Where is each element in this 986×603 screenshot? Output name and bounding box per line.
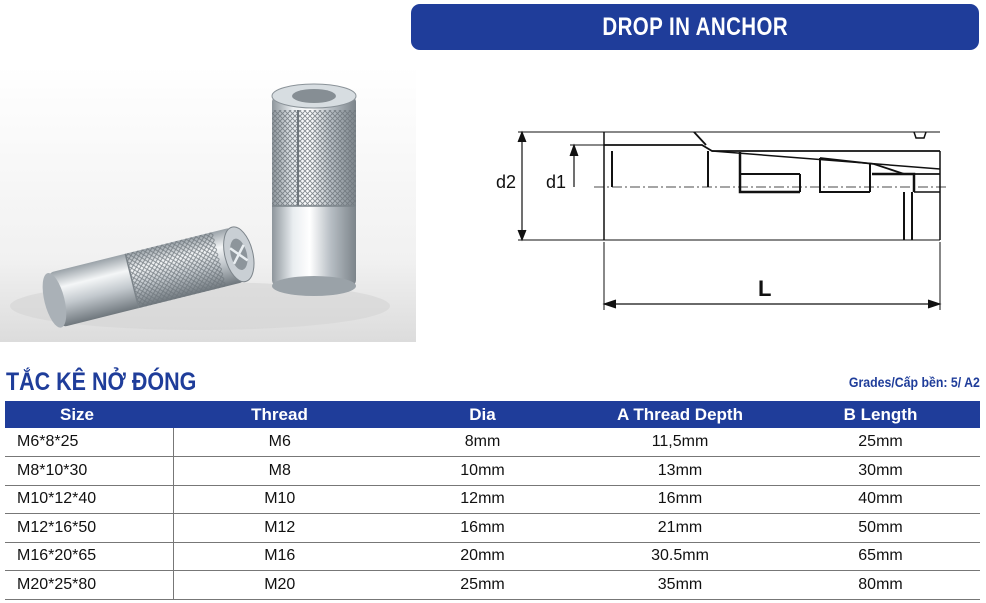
cell-length: 50mm <box>781 514 980 543</box>
cell-size: M6*8*25 <box>5 428 173 457</box>
title-banner <box>411 4 979 50</box>
cell-thread-depth: 35mm <box>579 571 781 600</box>
table-row <box>5 542 980 571</box>
cell-size: M8*10*30 <box>5 457 173 486</box>
header-size: Size <box>5 401 173 428</box>
banner-title: DROP IN ANCHOR <box>602 12 788 41</box>
cell-dia: 20mm <box>386 542 579 571</box>
cell-thread-depth: 11,5mm <box>579 428 781 457</box>
table-row <box>5 457 980 486</box>
header-dia: Dia <box>386 401 579 428</box>
cell-dia: 8mm <box>386 428 579 457</box>
cell-length: 80mm <box>781 571 980 600</box>
cell-size: M16*20*65 <box>5 542 173 571</box>
cell-length: 40mm <box>781 485 980 514</box>
header-thread-depth: A Thread Depth <box>579 401 781 428</box>
cell-size: M12*16*50 <box>5 514 173 543</box>
cell-thread-depth: 13mm <box>579 457 781 486</box>
cell-dia: 25mm <box>386 571 579 600</box>
header-length: B Length <box>781 401 980 428</box>
table-row <box>5 485 980 514</box>
anchor-standing <box>272 84 356 296</box>
table-row <box>5 514 980 543</box>
l-label: L <box>758 276 772 301</box>
cell-length: 30mm <box>781 457 980 486</box>
cell-length: 65mm <box>781 542 980 571</box>
d1-label: d1 <box>546 172 567 192</box>
cell-thread: M12 <box>173 514 386 543</box>
table-row <box>5 428 980 457</box>
cell-thread: M20 <box>173 571 386 600</box>
table-row <box>5 571 980 600</box>
cell-thread: M6 <box>173 428 386 457</box>
cell-size: M10*12*40 <box>5 485 173 514</box>
header-thread: Thread <box>173 401 386 428</box>
spec-table <box>5 401 980 600</box>
cell-thread: M10 <box>173 485 386 514</box>
cell-dia: 16mm <box>386 514 579 543</box>
cell-length: 25mm <box>781 428 980 457</box>
cell-thread-depth: 21mm <box>579 514 781 543</box>
product-photo <box>0 66 416 342</box>
d2-label: d2 <box>496 172 517 192</box>
grades-label: Grades/Cấp bền: 5/ A2 <box>849 374 980 390</box>
cell-thread: M8 <box>173 457 386 486</box>
cell-thread-depth: 16mm <box>579 485 781 514</box>
cell-thread-depth: 30.5mm <box>579 542 781 571</box>
table-header-row <box>5 401 980 428</box>
cell-size: M20*25*80 <box>5 571 173 600</box>
product-title: TẮC KÊ NỞ ĐÓNG <box>6 368 197 396</box>
cell-dia: 12mm <box>386 485 579 514</box>
dimension-drawing <box>484 112 954 327</box>
cell-dia: 10mm <box>386 457 579 486</box>
cell-thread: M16 <box>173 542 386 571</box>
